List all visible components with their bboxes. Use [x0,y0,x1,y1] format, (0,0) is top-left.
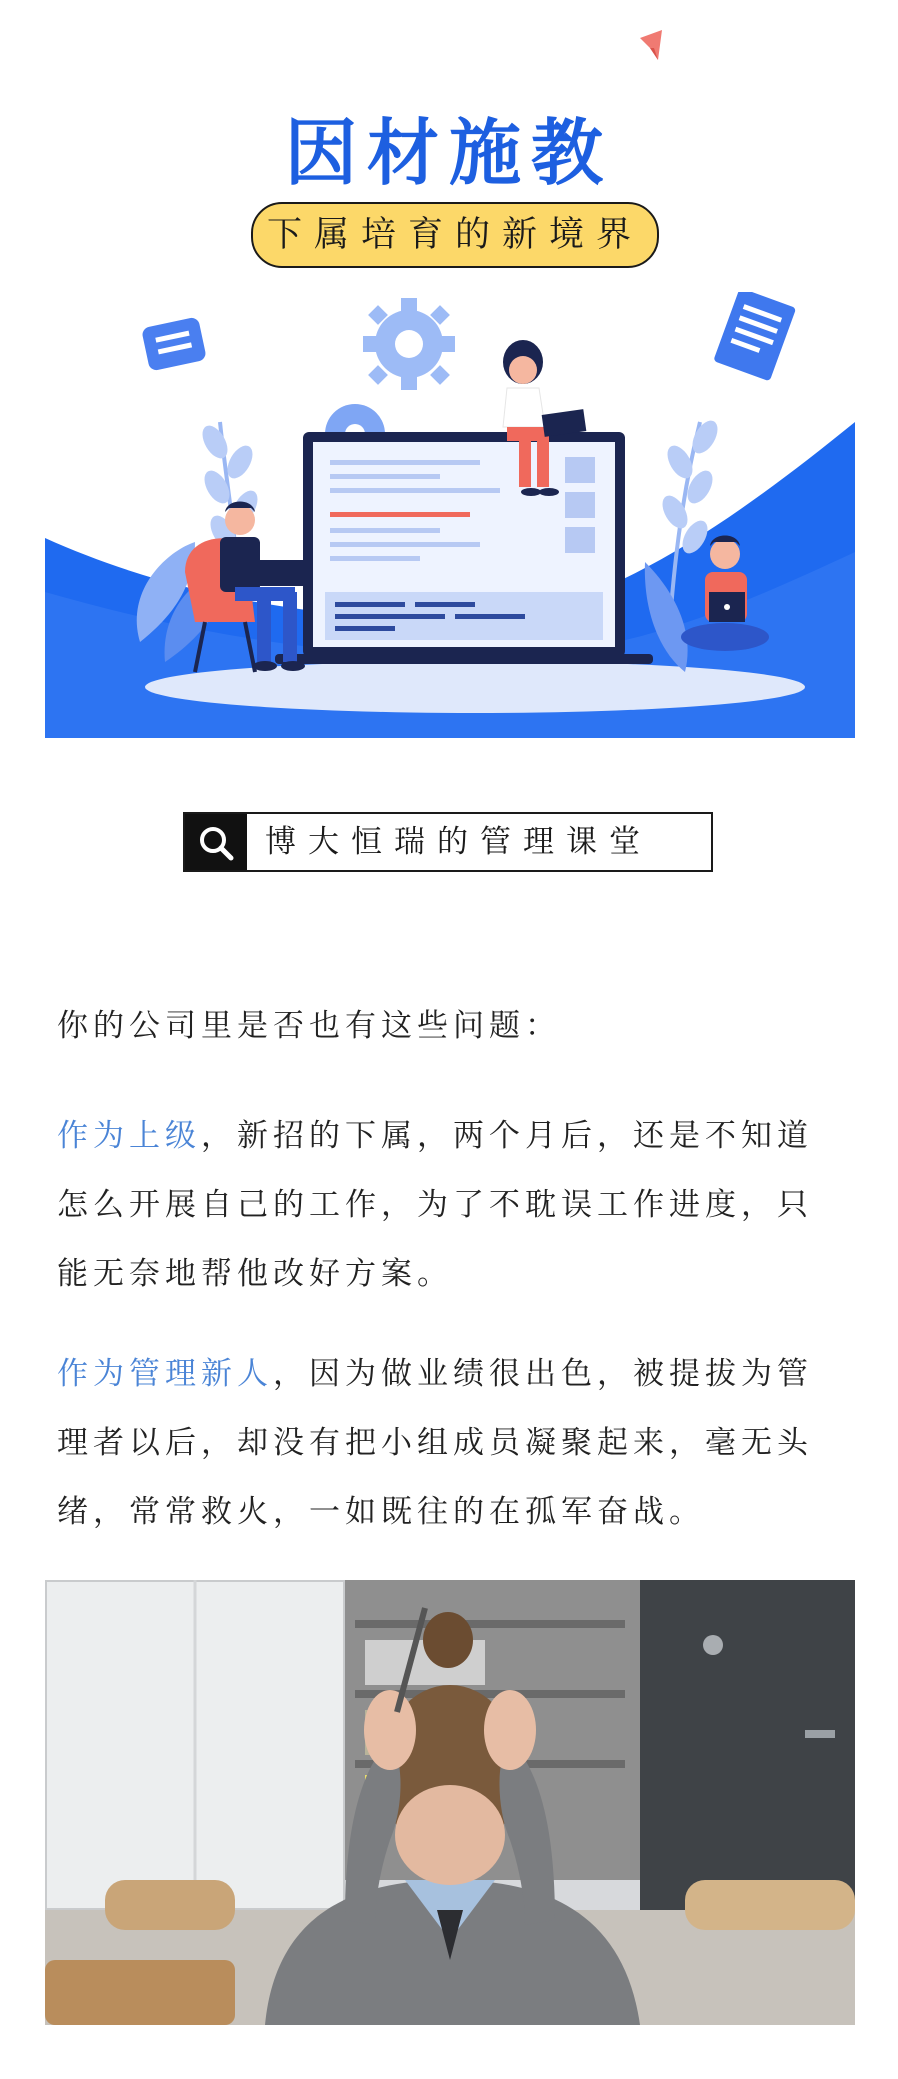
paragraph-1 [57,1102,847,1309]
hero-illustration [45,292,855,738]
search-icon-box [185,814,247,870]
intro-text: 你的公司里是否也有这些问题： [57,1008,561,1044]
paragraph-1-text: ，新招的下属，两个月后，还是不知道怎么开展自己的工作，为了不耽误工作进度，只能无奈地帮他改好方案。 [57,1118,813,1292]
search-icon [185,814,247,870]
stressed-student-photo [45,1580,855,2025]
document-icon [713,292,796,381]
paragraph-2 [57,1340,847,1547]
subtitle-badge: 下属培育的新境界 [251,202,659,268]
search-label-text: 博大恒瑞的管理课堂 [265,824,652,860]
page-title: 因材施教 [284,111,613,195]
chat-bubble-icon [141,316,207,371]
search-label [183,812,713,872]
paper-plane-icon [632,26,672,66]
paragraph-2-text: ，因为做业绩很出色，被提拔为管理者以后，却没有把小组成员凝聚起来，毫无头绪，常常救火，一如既往的在孤军奋战。 [57,1356,813,1530]
gear-icon [363,298,455,390]
paragraph-1-highlight: 作为上级 [57,1118,201,1154]
paragraph-2-highlight: 作为管理新人 [57,1356,273,1392]
